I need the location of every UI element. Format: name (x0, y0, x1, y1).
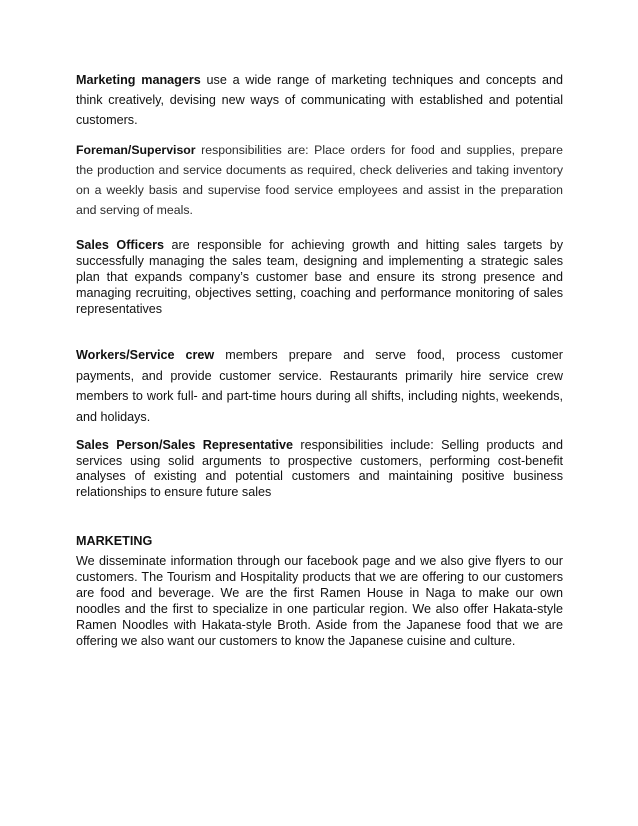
term-foreman-supervisor: Foreman/Supervisor (76, 143, 196, 157)
document-page (76, 70, 563, 649)
marketing-heading: MARKETING (76, 534, 153, 548)
paragraph-sales-officers (76, 237, 563, 317)
paragraph-text: use a wide range of marketing techniques and concepts and think creatively, devising new ways of communicating with established and potential customers. (76, 73, 564, 127)
paragraph-marketing: We disseminate information through our facebook page and we also give flyers to our customers. The Tourism and Hospitality products that we are offering to our customers are food and beverage. We are the first Ramen House in Naga to make our own noodles and the first to specialize in one particular region. We also offer Hakata-style Ramen Noodles with Hakata-style Broth. Aside from the Japanese food that we are offering we also want our customers to know the Japanese cuisine and culture. (76, 554, 563, 648)
paragraph-sales-representative (76, 438, 563, 500)
paragraph-text: responsibilities include: Selling products and services using solid arguments to prospective customers, performing cost-benefit analyses of existing and potential customers and maintaining positive business relationships to ensure future sales (76, 438, 563, 499)
paragraph-marketing-managers (76, 70, 563, 130)
term-workers-service-crew: Workers/Service crew (76, 348, 215, 362)
paragraph-foreman-supervisor (76, 140, 563, 220)
term-sales-officers: Sales Officers (76, 238, 164, 252)
paragraph-workers-service-crew (76, 345, 563, 427)
paragraph-text: are responsible for achieving growth and hitting sales targets by successfully managing the sales team, designing and implementing a strategic sales plan that expands company’s customer base and ensure its strong presence and managing recruiting, objectives setting, coaching and performance monitoring of sales representatives (76, 238, 563, 316)
term-marketing-managers: Marketing managers (76, 73, 201, 87)
term-sales-representative: Sales Person/Sales Representative (76, 438, 294, 452)
paragraph-text: responsibilities are: Place orders for food and supplies, prepare the production and service documents as required, check deliveries and taking inventory on a weekly basis and supervise food service employees and assist in the preparation and serving of meals. (76, 143, 563, 217)
paragraph-text: members prepare and serve food, process customer payments, and provide customer service. Restaurants primarily hire service crew members to work full- and part-time hours during all shifts, including nights, weekends, and holidays. (76, 348, 563, 424)
